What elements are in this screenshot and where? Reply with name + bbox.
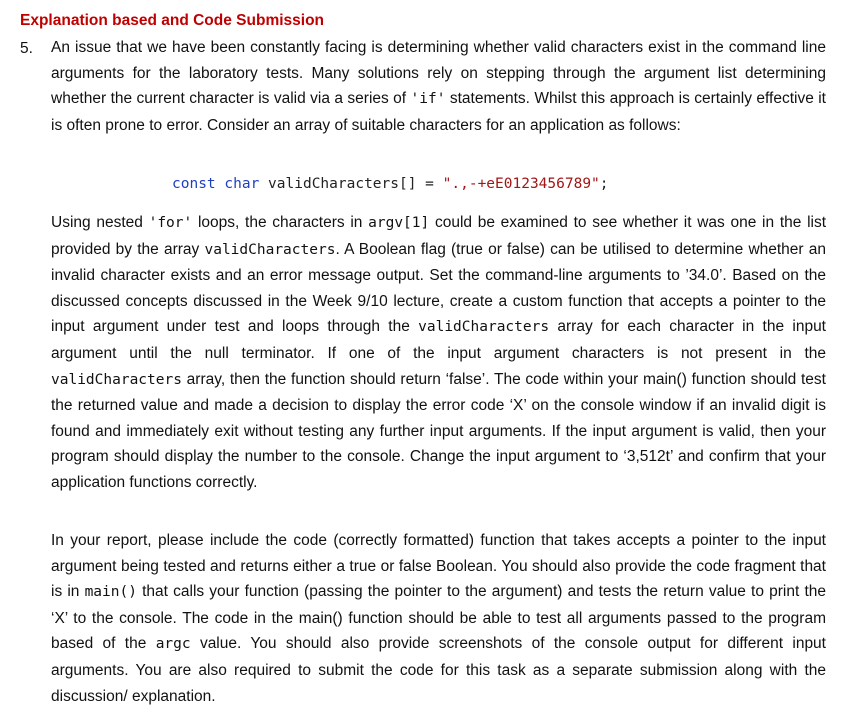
code-keyword-char: char — [224, 176, 260, 192]
paragraph-intro — [51, 35, 826, 138]
inline-code-validcharacters: validCharacters — [204, 241, 336, 258]
code-identifier: validCharacters[] = — [268, 176, 443, 192]
p2-text-5: array for each character in the input argument until the null terminator. If one of the input argument characters is not present in the — [51, 318, 826, 362]
inline-code-for: 'for' — [148, 215, 193, 231]
p2-text-4: . A Boolean flag (true or false) can be utilised to determine whether an invalid character exists and an error message output. Set the command-line arguments to ’34.0’. Based on the discussed concepts discussed in the Week 9/10 lecture, create a custom function that accepts a pointer to the input argument under test and loops through the — [51, 240, 827, 336]
code-example — [172, 176, 609, 192]
paragraph-report — [51, 528, 826, 709]
p2-text-1: Using nested — [51, 214, 143, 231]
code-keyword-const: const — [172, 176, 216, 192]
code-string-literal: ".,-+eE0123456789" — [442, 176, 600, 192]
p3-text-1: In your report, please include the code (correctly formatted) function that takes accepts a pointer to the input argument being tested and returns either a true or false Boolean. You should also provide the code fragment that is in — [51, 532, 826, 601]
section-heading: Explanation based and Code Submission — [20, 12, 325, 29]
inline-code-main: main() — [84, 584, 137, 601]
paragraph-intro-end: statements. Whilst this approach is certainly effective it is often prone to error. Consider an array of suitable characters for an application as follows: — [51, 90, 826, 134]
p2-text-6: array, then the function should return ‘false’. The code within your main() function should test the returned value and made a decision to display the error code ‘X’ on the console window if an invalid digit is found and immediately exit without testing any further input arguments. If the input argument is valid, then your program should display the number to the console. Change the input argument to ‘3,512t’ and confirm that your application functions correctly. — [51, 370, 826, 491]
item-number: 5. — [20, 40, 33, 57]
inline-code-validcharacters: validCharacters — [51, 371, 182, 388]
inline-code-validcharacters: validCharacters — [418, 319, 550, 336]
paragraph-intro-text: An issue that we have been constantly facing is determining whether valid characters exist in the command line arguments for the laboratory tests. Many solutions rely on stepping through the argument list determining whether the current character is valid via a series of — [51, 39, 826, 108]
p3-text-2: that calls your function (passing the pointer to the argument) and tests the return value to print the ‘X’ to the console. The code in the main() function should be able to test all arguments passed to the program based of the — [51, 583, 826, 653]
inline-code-if: 'if' — [410, 91, 446, 108]
p3-text-3: value. You should also provide screenshots of the console output for different input arguments. You are also required to submit the code for this task as a separate submission along with the discussion/ explanation. — [51, 635, 826, 705]
inline-code-argc: argc — [155, 636, 191, 653]
p2-text-3: could be examined to see whether it was one in the list provided by the array — [51, 214, 827, 258]
code-terminator: ; — [599, 176, 609, 192]
inline-code-argv: argv[1] — [368, 215, 430, 231]
p2-text-2: loops, the characters in — [197, 214, 363, 231]
paragraph-task — [51, 210, 826, 496]
